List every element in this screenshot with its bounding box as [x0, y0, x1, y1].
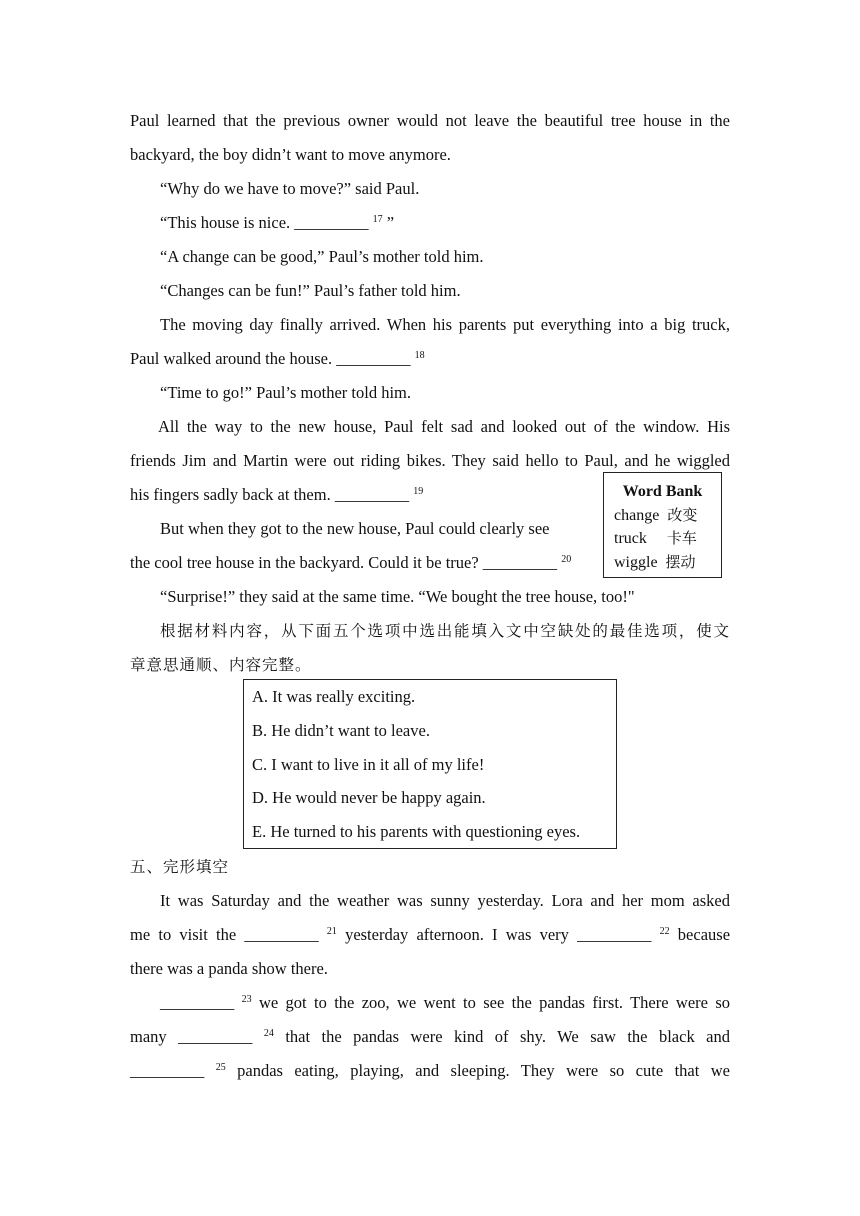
dialogue-line: “This house is nice. _________ $^{17}$ ”	[160, 213, 395, 232]
blank-number: 25	[215, 1062, 226, 1073]
word-bank-entry: wiggle 摆动	[614, 552, 696, 571]
paragraph-line: The moving day finally arrived. When his parents put everything into a big truck,	[160, 315, 730, 334]
paragraph-line: _________ $^{25}$ pandas eating, playing, and sleeping. They were so cute that we	[130, 1061, 731, 1080]
paragraph-line: But when they got to the new house, Paul could clearly see	[160, 519, 550, 538]
section-title: 五、完形填空	[130, 858, 230, 876]
paragraph-line: friends Jim and Martin were out riding bikes. They said hello to Paul, and he wiggled	[130, 451, 730, 470]
instruction-line: 章意思通顺、内容完整。	[130, 656, 312, 674]
options-box	[243, 679, 617, 849]
blank-number: 18	[414, 350, 425, 361]
reading-passage	[130, 104, 730, 682]
blank-number: 19	[413, 486, 424, 497]
paragraph-line: Paul walked around the house. _________ $^{18}$	[130, 349, 425, 368]
paragraph-line: many _________ $^{24}$ that the pandas were kind of shy. We saw the black and	[130, 1027, 730, 1046]
dialogue-line: “Changes can be fun!” Paul’s father told him.	[160, 281, 461, 300]
option-e: E. He turned to his parents with questioning eyes.	[252, 822, 581, 842]
paragraph-line: me to visit the _________ $^{21}$ yesterday afternoon. I was very _________ $^{22}$ because	[130, 925, 731, 944]
word-bank-title: Word Bank	[622, 483, 703, 500]
word-bank-entry: change 改变	[614, 505, 698, 524]
blank-number: 24	[263, 1028, 274, 1039]
paragraph-line: Paul learned that the previous owner would not leave the beautiful tree house in the	[130, 111, 730, 130]
paragraph-line: there was a panda show there.	[130, 959, 328, 978]
option-c: C. I want to live in it all of my life!	[252, 754, 485, 774]
dialogue-line: “A change can be good,” Paul’s mother told him.	[160, 247, 484, 266]
blank-number: 23	[241, 994, 252, 1005]
blank-number: 22	[659, 926, 670, 937]
paragraph-line: All the way to the new house, Paul felt sad and looked out of the window. His	[158, 417, 730, 436]
paragraph-line: backyard, the boy didn’t want to move anymore.	[130, 145, 451, 164]
word-bank-entry: truck 卡车	[614, 529, 697, 547]
option-d: D. He would never be happy again.	[252, 788, 486, 808]
dialogue-line: “Time to go!” Paul’s mother told him.	[160, 383, 412, 402]
instruction-line: 根据材料内容，从下面五个选项中选出能填入文中空缺处的最佳选项，使文	[160, 622, 730, 640]
paragraph-line: the cool tree house in the backyard. Could it be true? _________ $^{20}$	[130, 553, 572, 572]
paragraph-line: It was Saturday and the weather was sunny yesterday. Lora and her mom asked	[160, 891, 730, 910]
option-b: B. He didn’t want to leave.	[252, 720, 430, 740]
option-a: A. It was really exciting.	[252, 687, 416, 706]
blank-number: 21	[326, 926, 337, 937]
blank-number: 20	[561, 554, 572, 565]
word-bank-box	[603, 472, 722, 578]
paragraph-line: his fingers sadly back at them. _________ $^{19}$	[130, 485, 424, 504]
dialogue-line: “Why do we have to move?” said Paul.	[160, 179, 420, 198]
dialogue-line: “Surprise!” they said at the same time. “We bought the tree house, too!"	[160, 587, 635, 606]
cloze-section	[130, 850, 730, 1088]
blank-number: 17	[372, 214, 383, 225]
paragraph-line: _________ $^{23}$ we got to the zoo, we went to see the pandas first. There were so	[160, 993, 731, 1012]
